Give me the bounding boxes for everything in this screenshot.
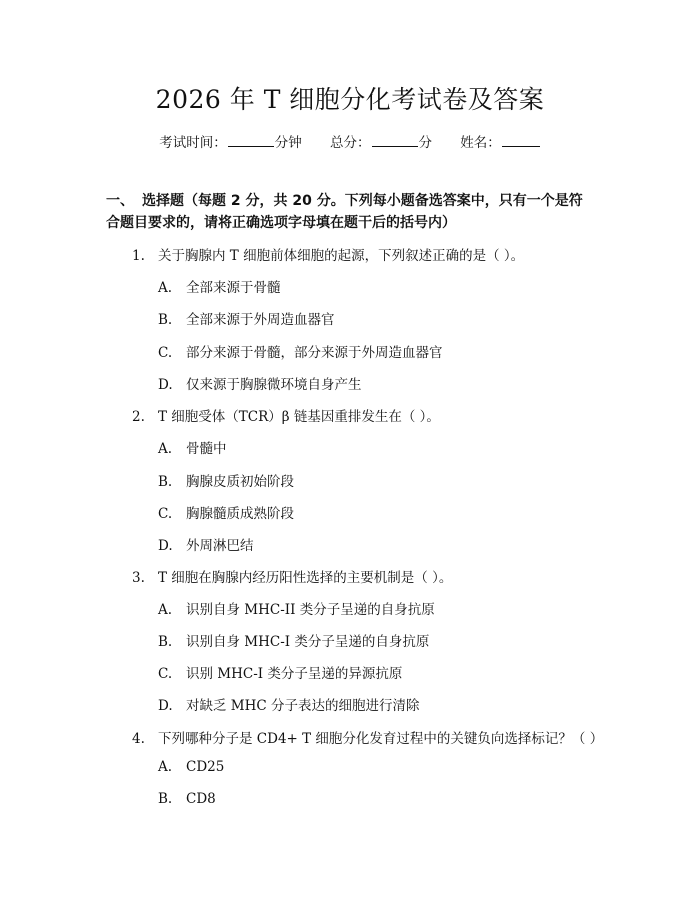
question-number: 2. bbox=[132, 409, 145, 425]
question-text: T 细胞在胸腺内经历阳性选择的主要机制是（ ）。 bbox=[158, 570, 453, 586]
option-text: 识别自身 MHC-II 类分子呈递的自身抗原 bbox=[186, 602, 435, 618]
question-text: 下列哪种分子是 CD4+ T 细胞分化发育过程中的关键负向选择标记？（ ） bbox=[158, 731, 604, 747]
option-text: 识别 MHC-I 类分子呈递的异源抗原 bbox=[186, 666, 403, 682]
score-label: 总分： bbox=[330, 135, 371, 151]
option bbox=[158, 662, 402, 682]
exam-meta bbox=[0, 131, 700, 151]
section-text: 选择题（每题 2 分，共 20 分。下列每小题备选答案中，只有一个是符合题目要求的，请将正确选项字母填在题干后的括号内） bbox=[106, 193, 583, 231]
option-letter: D. bbox=[158, 538, 173, 554]
option-text: 部分来源于骨髓，部分来源于外周造血器官 bbox=[186, 345, 443, 361]
question bbox=[132, 727, 603, 747]
option-text: CD25 bbox=[186, 759, 225, 775]
option-letter: D. bbox=[158, 377, 173, 393]
page-title: 2026 年 T 细胞分化考试卷及答案 bbox=[155, 85, 545, 114]
option-text: 骨髓中 bbox=[186, 441, 227, 457]
option-letter: A. bbox=[158, 602, 173, 618]
option bbox=[158, 759, 224, 775]
option-text: CD8 bbox=[186, 791, 216, 807]
option bbox=[158, 502, 294, 522]
option-text: 全部来源于骨髓 bbox=[186, 280, 281, 296]
question bbox=[132, 405, 440, 425]
option bbox=[158, 373, 362, 393]
section-number: 一、 bbox=[106, 193, 134, 209]
name-blank bbox=[502, 133, 540, 147]
option-text: 全部来源于外周造血器官 bbox=[186, 312, 335, 328]
option bbox=[158, 630, 429, 650]
option bbox=[158, 791, 216, 807]
option bbox=[158, 308, 335, 328]
option-letter: A. bbox=[158, 441, 173, 457]
option bbox=[158, 534, 254, 554]
exam-time bbox=[159, 131, 302, 151]
option-letter: A. bbox=[158, 759, 173, 775]
question-number: 4. bbox=[132, 731, 145, 747]
exam-name bbox=[460, 131, 541, 151]
option-text: 胸腺髓质成熟阶段 bbox=[186, 506, 294, 522]
question bbox=[132, 244, 524, 264]
option bbox=[158, 598, 435, 618]
exam-score bbox=[330, 131, 432, 151]
option-letter: C. bbox=[158, 506, 173, 522]
score-unit: 分 bbox=[418, 135, 432, 151]
name-label: 姓名： bbox=[460, 135, 501, 151]
time-blank bbox=[228, 133, 274, 147]
option-letter: B. bbox=[158, 791, 173, 807]
question-text: T 细胞受体（TCR）β 链基因重排发生在（ ）。 bbox=[158, 409, 440, 425]
question-text: 关于胸腺内 T 细胞前体细胞的起源，下列叙述正确的是（ ）。 bbox=[158, 248, 525, 264]
question-number: 3. bbox=[132, 570, 145, 586]
option-text: 外周淋巴结 bbox=[186, 538, 254, 554]
option-text: 识别自身 MHC-I 类分子呈递的自身抗原 bbox=[186, 634, 430, 650]
option-text: 对缺乏 MHC 分子表达的细胞进行清除 bbox=[186, 698, 420, 714]
option-letter: C. bbox=[158, 666, 173, 682]
option-letter: B. bbox=[158, 474, 173, 490]
question-number: 1. bbox=[132, 248, 145, 264]
option-letter: B. bbox=[158, 634, 173, 650]
option-text: 胸腺皮质初始阶段 bbox=[186, 474, 294, 490]
option-letter: B. bbox=[158, 312, 173, 328]
time-label: 考试时间： bbox=[159, 135, 227, 151]
score-blank bbox=[372, 133, 418, 147]
question bbox=[132, 566, 452, 586]
option-letter: C. bbox=[158, 345, 173, 361]
option bbox=[158, 276, 281, 296]
option bbox=[158, 437, 227, 457]
section-heading bbox=[106, 190, 594, 234]
option bbox=[158, 470, 294, 490]
option bbox=[158, 694, 420, 714]
option-letter: A. bbox=[158, 280, 173, 296]
option-text: 仅来源于胸腺微环境自身产生 bbox=[186, 377, 362, 393]
time-unit: 分钟 bbox=[274, 135, 302, 151]
option bbox=[158, 341, 443, 361]
option-letter: D. bbox=[158, 698, 173, 714]
